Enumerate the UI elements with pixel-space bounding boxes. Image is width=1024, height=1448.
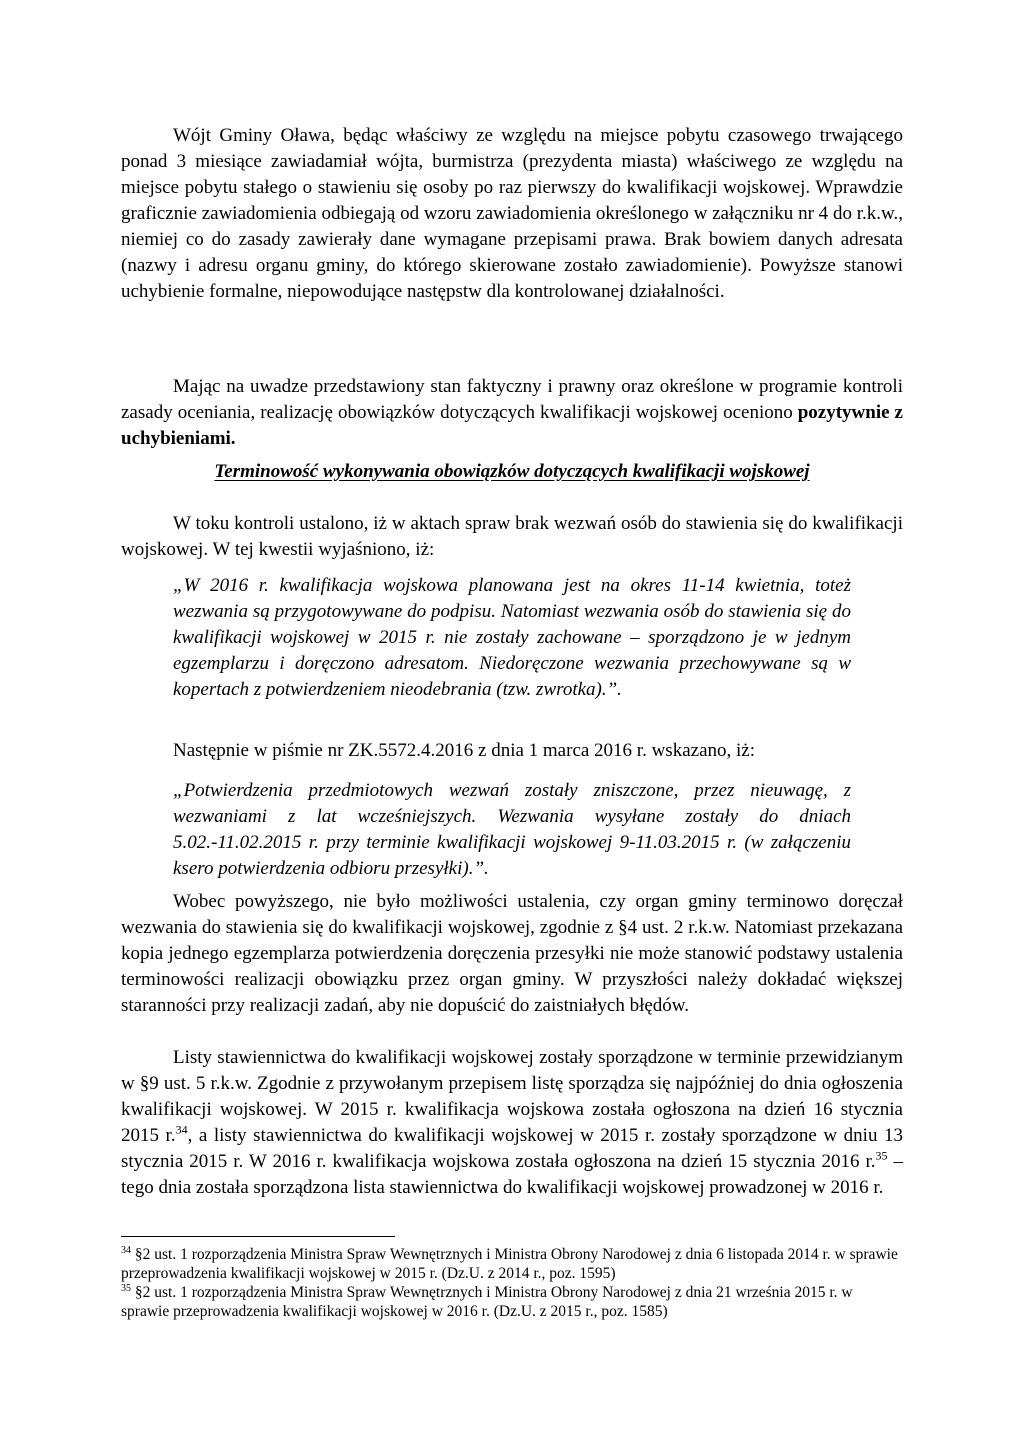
- footnote-35: [121, 1283, 903, 1321]
- paragraph-text: [121, 374, 903, 452]
- text-part: Listy stawiennictwa do kwalifikacji wojskowej zostały sporządzone w terminie przewidzianym w §9 ust. 5 r.k.w. Zgodnie z przywołanym przepisem listę sporządza się najpóźniej do dnia ogłoszenia kwalifikacji wojskowej. W 2015 r. kwalifikacja wojskowa została ogłoszona na dzień 16 stycznia 2015 r.: [121, 1047, 903, 1146]
- paragraph-notification: [121, 123, 903, 305]
- footnote-number: 34: [121, 1244, 131, 1256]
- paragraph-assessment: [121, 374, 903, 452]
- quote-explanation: [121, 573, 903, 703]
- footnote-34: [121, 1245, 903, 1283]
- paragraph-letter: [121, 738, 903, 764]
- paragraph-text: Wobec powyższego, nie było możliwości ustalenia, czy organ gminy terminowo doręczał wezwania do stawienia się do kwalifikacji wojskowej, zgodnie z §4 ust. 2 r.k.w. Natomiast przekazana kopia jednego egzemplarza potwierdzenia doręczenia przesyłki nie może stanowić podstawy ustalenia terminowości realizacji obowiązku przez organ gminy. W przyszłości należy dokładać większej staranności przy realizacji zadań, aby nie dopuścić do zaistniałych błędów.: [121, 891, 903, 1016]
- footnote-text: §2 ust. 1 rozporządzenia Ministra Spraw Wewnętrznych i Ministra Obrony Narodowej z dnia 6 listopada 2014 r. w sprawie przeprowadzenia kwalifikacji wojskowej w 2015 r. (Dz.U. z 2014 r., poz. 1595): [121, 1246, 898, 1282]
- quote-confirmations: [121, 778, 903, 882]
- footnote-text: §2 ust. 1 rozporządzenia Ministra Spraw Wewnętrznych i Ministra Obrony Narodowej z dnia 21 września 2015 r. w sprawie przeprowadzenia kwalifikacji wojskowej w 2016 r. (Dz.U. z 2015 r., poz. 1585): [121, 1284, 853, 1320]
- paragraph-attendance-lists: [121, 1045, 903, 1201]
- paragraph-text: [121, 1045, 903, 1201]
- section-heading: Terminowość wykonywania obowiązków dotyczących kwalifikacji wojskowej: [214, 461, 810, 482]
- paragraph-text: W toku kontroli ustalono, iż w aktach spraw brak wezwań osób do stawienia się do kwalifikacji wojskowej. W tej kwestii wyjaśniono, iż:: [121, 513, 903, 560]
- footnote-ref-35[interactable]: 35: [875, 1148, 888, 1163]
- footnote-separator: [121, 1236, 395, 1237]
- assessment-text: Mając na uwadze przedstawiony stan faktyczny i prawny oraz określone w programie kontroli zasady oceniania, realizację obowiązków dotyczących kwalifikacji wojskowej oceniono: [121, 376, 903, 423]
- paragraph-conclusion: [121, 889, 903, 1019]
- footnotes: [121, 1245, 903, 1321]
- paragraph-text: Następnie w piśmie nr ZK.5572.4.2016 z dnia 1 marca 2016 r. wskazano, iż:: [173, 740, 755, 761]
- footnote-number: 35: [121, 1282, 131, 1294]
- assessment-result: pozytywnie z uchybieniami.: [121, 402, 903, 449]
- text-part: , a listy stawiennictwa do kwalifikacji wojskowej w 2015 r. zostały sporządzone w dniu 13 stycznia 2015 r. W 2016 r. kwalifikacja wojskowa została ogłoszona na dzień 15 stycznia 2016 r.: [121, 1125, 903, 1172]
- paragraph-text: Wójt Gminy Oława, będąc właściwy ze względu na miejsce pobytu czasowego trwającego ponad 3 miesiące zawiadamiał wójta, burmistrza (prezydenta miasta) właściwego ze względu na miejsce pobytu stałego o stawieniu się osoby po raz pierwszy do kwalifikacji wojskowej. Wprawdzie graficznie zawiadomienia odbiegają od wzoru zawiadomienia określonego w załączniku nr 4 do r.k.w., niemiej co do zasady zawierały dane wymagane przepisami prawa. Brak bowiem danych adresata (nazwy i adresu organu gminy, do którego skierowane zostało zawiadomienie). Powyższe stanowi uchybienie formalne, niepowodujące następstw dla kontrolowanej działalności.: [121, 125, 903, 302]
- paragraph-findings: [121, 511, 903, 563]
- quote-text: „W 2016 r. kwalifikacja wojskowa planowana jest na okres 11-14 kwietnia, toteż wezwania są przygotowywane do podpisu. Natomiast wezwania osób do stawienia się do kwalifikacji wojskowej w 2015 r. nie zostały zachowane – sporządzono je w jednym egzemplarzu i doręczono adresatom. Niedoręczone wezwania przechowywane są w kopertach z potwierdzeniem nieodebrania (tzw. zwrotka).”.: [173, 575, 851, 700]
- quote-text: „Potwierdzenia przedmiotowych wezwań zostały zniszczone, przez nieuwagę, z wezwaniami z lat wcześniejszych. Wezwania wysyłane zostały do dniach 5.02.-11.02.2015 r. przy terminie kwalifikacji wojskowej 9-11.03.2015 r. (w załączeniu ksero potwierdzenia odbioru przesyłki).”.: [173, 780, 851, 879]
- section-heading-wrap: [121, 459, 903, 485]
- footnote-ref-34[interactable]: 34: [175, 1122, 188, 1137]
- text-part: – tego dnia została sporządzona lista stawiennictwa do kwalifikacji wojskowej prowadzonej w 2016 r.: [121, 1151, 904, 1198]
